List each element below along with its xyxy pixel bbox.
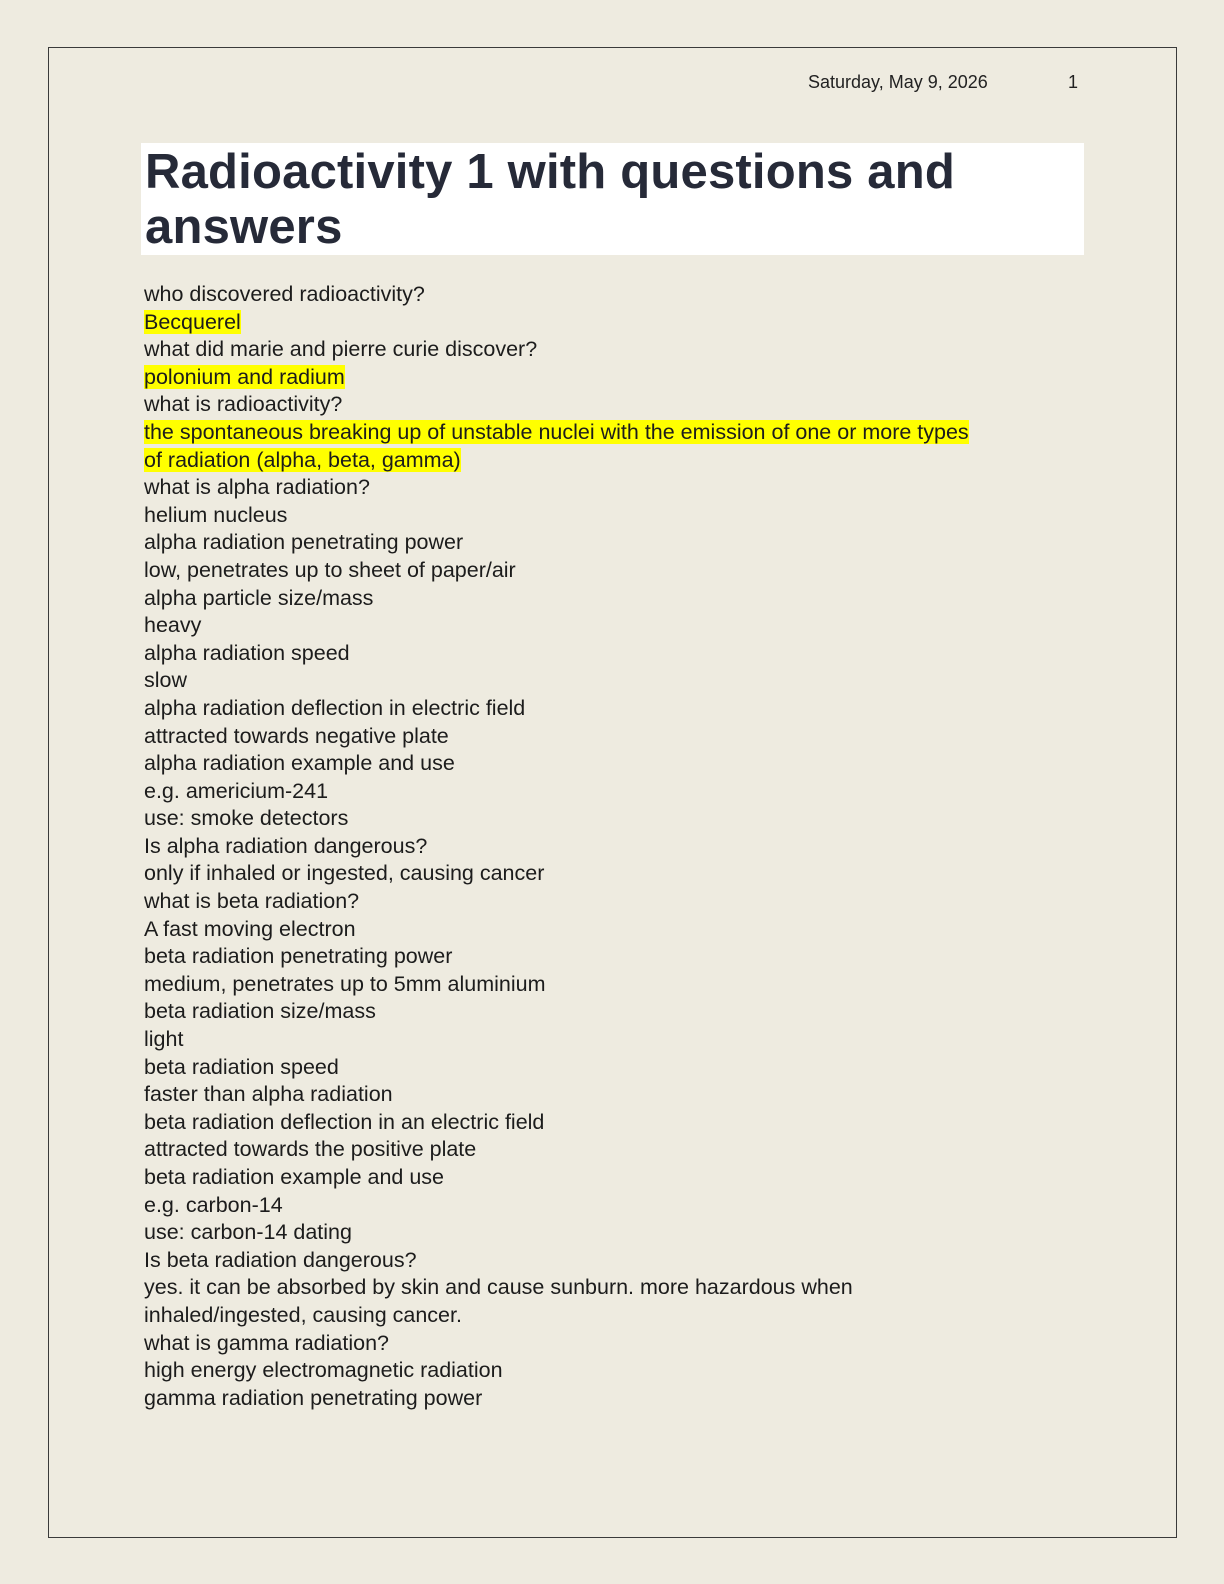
line-text: who discovered radioactivity? (144, 282, 425, 306)
qa-line (144, 474, 1074, 502)
line-text: light (144, 1027, 184, 1052)
qa-line (144, 888, 1074, 916)
line-text: attracted towards the positive plate (144, 1137, 477, 1162)
line-text: heavy (144, 613, 202, 638)
qa-line (144, 805, 1074, 833)
qa-line (144, 612, 1074, 640)
line-text: high energy electromagnetic radiation (144, 1358, 503, 1383)
line-text: only if inhaled or ingested, causing cancer (144, 861, 545, 886)
qa-line (144, 1247, 1074, 1275)
line-text: what is beta radiation? (144, 889, 360, 914)
line-text: alpha radiation penetrating power (144, 530, 464, 555)
qa-line (144, 860, 1074, 888)
qa-line (144, 750, 1074, 778)
qa-line (144, 1192, 1074, 1220)
line-text: helium nucleus (144, 502, 288, 527)
line-text: slow (144, 668, 188, 693)
line-text: low, penetrates up to sheet of paper/air (144, 557, 516, 582)
answer-line-highlighted (144, 309, 1074, 337)
qa-line (144, 1081, 1074, 1109)
document-title: Radioactivity 1 with questions and answers (145, 145, 955, 254)
qa-line (144, 1164, 1074, 1192)
qa-line (144, 502, 1074, 530)
qa-line (144, 723, 1074, 751)
qa-line (144, 640, 1074, 668)
qa-line (144, 695, 1074, 723)
line-text: of radiation (alpha, beta, gamma) (144, 447, 461, 472)
qa-line (144, 971, 1074, 999)
qa-line (144, 585, 1074, 613)
line-text: Becquerel (144, 309, 241, 334)
qa-line (144, 281, 1074, 309)
line-text: e.g. carbon-14 (144, 1192, 283, 1217)
page-number: 1 (1068, 72, 1079, 92)
qa-content (144, 281, 1074, 1412)
line-text: Is alpha radiation dangerous? (144, 833, 428, 858)
line-text: what did marie and pierre curie discover? (144, 337, 538, 362)
qa-line (144, 998, 1074, 1026)
line-text: what is radioactivity? (144, 392, 343, 417)
line-text: beta radiation penetrating power (144, 944, 453, 969)
qa-line (144, 1302, 1074, 1330)
answer-line-highlighted (144, 447, 1074, 475)
line-text: alpha particle size/mass (144, 585, 374, 610)
qa-line (144, 833, 1074, 861)
qa-line (144, 336, 1074, 364)
line-text: medium, penetrates up to 5mm aluminium (144, 971, 546, 996)
line-text: beta radiation deflection in an electric field (144, 1109, 545, 1134)
answer-line-highlighted (144, 364, 1074, 392)
qa-line (144, 557, 1074, 585)
line-text: use: carbon-14 dating (144, 1220, 352, 1245)
line-text: gamma radiation penetrating power (144, 1385, 483, 1410)
line-text: use: smoke detectors (144, 806, 349, 831)
line-text: polonium and radium (144, 364, 345, 389)
qa-line (144, 529, 1074, 557)
qa-line (144, 1136, 1074, 1164)
line-text: alpha radiation deflection in electric field (144, 695, 526, 720)
line-text: what is gamma radiation? (144, 1330, 389, 1355)
qa-line (144, 1357, 1074, 1385)
qa-line (144, 916, 1074, 944)
line-text: Is beta radiation dangerous? (144, 1247, 417, 1272)
line-text: the spontaneous breaking up of unstable nuclei with the emission of one or more types (144, 419, 969, 444)
line-text: A fast moving electron (144, 916, 356, 941)
header-date: Saturday, May 9, 2026 (808, 72, 988, 92)
line-text: faster than alpha radiation (144, 1082, 393, 1107)
line-text: e.g. americium-241 (144, 778, 329, 803)
qa-line (144, 1054, 1074, 1082)
qa-line (144, 667, 1074, 695)
line-text: yes. it can be absorbed by skin and cause sunburn. more hazardous when (144, 1275, 853, 1300)
qa-line (144, 1219, 1074, 1247)
qa-line (144, 1385, 1074, 1413)
line-text: beta radiation speed (144, 1054, 339, 1079)
title-box (141, 143, 1084, 255)
line-text: alpha radiation speed (144, 640, 350, 665)
qa-line (144, 1330, 1074, 1358)
line-text: alpha radiation example and use (144, 751, 455, 776)
qa-line (144, 1109, 1074, 1137)
line-text: beta radiation size/mass (144, 999, 376, 1024)
line-text: attracted towards negative plate (144, 723, 449, 748)
line-text: what is alpha radiation? (144, 475, 370, 500)
qa-line (144, 391, 1074, 419)
line-text: beta radiation example and use (144, 1165, 445, 1189)
qa-line (144, 1274, 1074, 1302)
answer-line-highlighted (144, 419, 1074, 447)
qa-line (144, 778, 1074, 806)
qa-line (144, 1026, 1074, 1054)
line-text: inhaled/ingested, causing cancer. (144, 1302, 462, 1327)
qa-line (144, 943, 1074, 971)
